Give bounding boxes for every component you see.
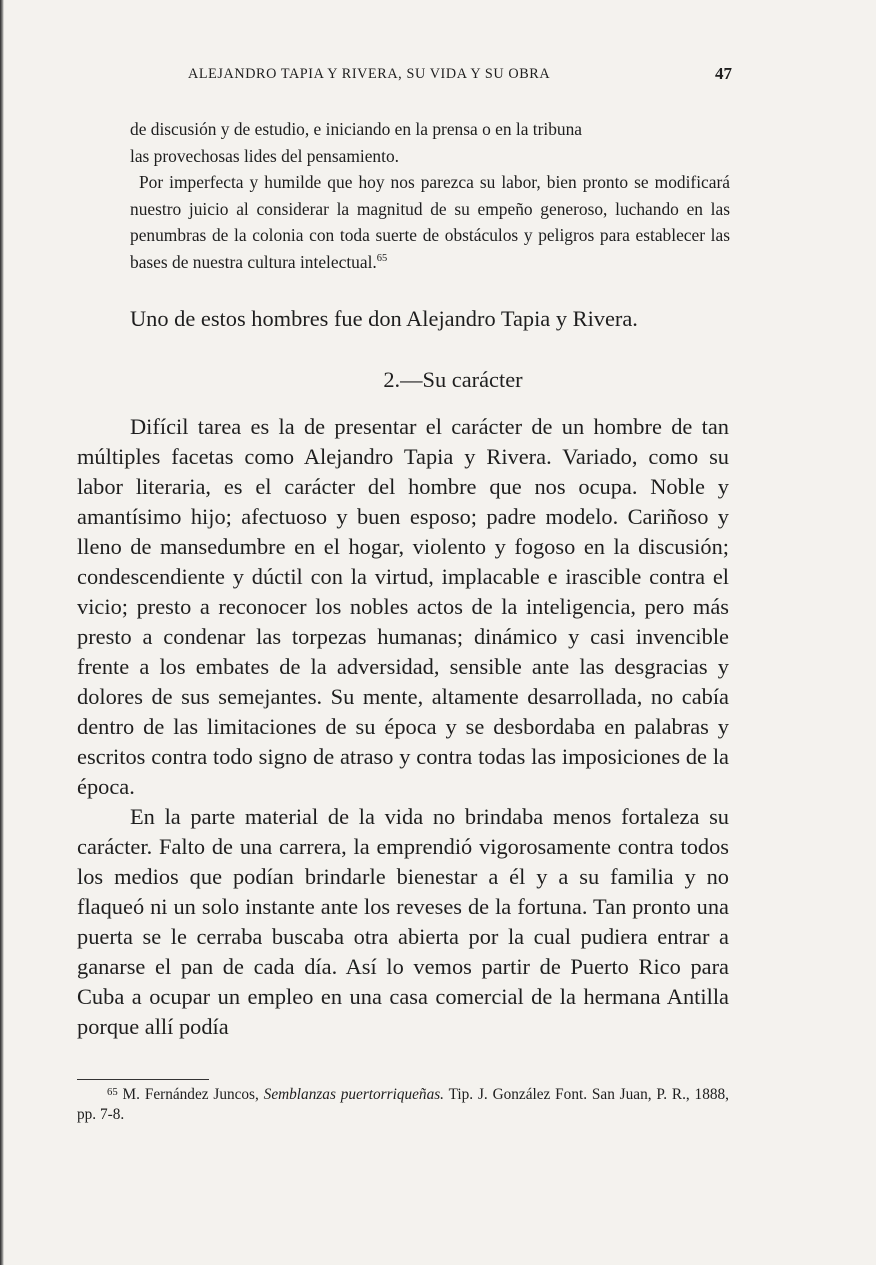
body-paragraph-1: Difícil tarea es la de presentar el carácter de un hombre de tan múltiples facetas como Alejandro Tapia y Rivera. Variado, como su labor literaria, es el carácter del hombre que nos ocupa. Noble y amantísimo hijo; afectuoso y buen esposo; padre modelo. Cariñoso y lleno de mansedumbre en el hogar, violento y fogoso en la discusión; condescendiente y dúctil con la virtud, implacable e irascible contra el vicio; presto a reconocer los nobles actos de la inteligencia, pero más presto a condenar las torpezas humanas; dinámico y casi invencible frente a los embates de la adversidad, sensible ante las desgracias y dolores de sus semejantes. Su mente, altamente desarrollada, no cabía dentro de las limitaciones de su época y se desbordaba en palabras y escritos contra todo signo de atraso y contra todas las imposiciones de la época. xyxy=(77,414,729,799)
quoted-passage xyxy=(130,116,730,275)
footnote-divider xyxy=(77,1079,209,1080)
body-paragraph-2: En la parte material de la vida no brindaba menos fortaleza su carácter. Falto de una carrera, la emprendió vigorosamente contra todos los medios que podían brindarle bienestar a él y a su familia y no flaqueó ni un solo instante ante los reveses de la fortuna. Tan pronto una puerta se le cerraba buscaba otra abierta por la cual pudiera entrar a ganarse el pan de cada día. Así lo vemos partir de Puerto Rico para Cuba a ocupar un empleo en una casa comercial de la hermana Antilla porque allí podía xyxy=(77,804,729,1039)
quote-paragraph-text: Por imperfecta y humilde que hoy nos parezca su labor, bien pronto se modificará nuestro juicio al considerar la magnitud de su empeño generoso, luchando en las penumbras de la colonia con toda suerte de obstáculos y peligros para establecer las bases de nuestra cultura intelectual. xyxy=(130,172,730,272)
quote-line-1: de discusión y de estudio, e iniciando en la prensa o en la tribuna xyxy=(130,119,583,139)
footnote-title: Semblanzas puertorriqueñas. xyxy=(263,1086,445,1103)
footnote-entry xyxy=(77,1085,729,1125)
quote-paragraph xyxy=(130,169,730,275)
body-text xyxy=(77,412,729,1042)
quote-line-2: las provechosas lides del pensamiento. xyxy=(130,145,400,166)
footnote-author: M. Fernández Juncos, xyxy=(122,1086,259,1103)
page-number: 47 xyxy=(715,64,732,83)
lead-sentence: Uno de estos hombres fue don Alejandro Tapia y Rivera. xyxy=(130,306,638,331)
section-heading: 2.—Su carácter xyxy=(383,367,523,392)
running-header: ALEJANDRO TAPIA Y RIVERA, SU VIDA Y SU OBRA xyxy=(188,66,551,82)
page-binding-edge xyxy=(0,0,4,1265)
footnote-reference: 65 xyxy=(376,252,388,264)
footnote-number: 65 xyxy=(107,1086,118,1098)
footnote-details: Tip. J. González Font. San Juan, P. R., 1888, pp. 7-8. xyxy=(77,1086,729,1123)
footnote xyxy=(77,1085,729,1125)
